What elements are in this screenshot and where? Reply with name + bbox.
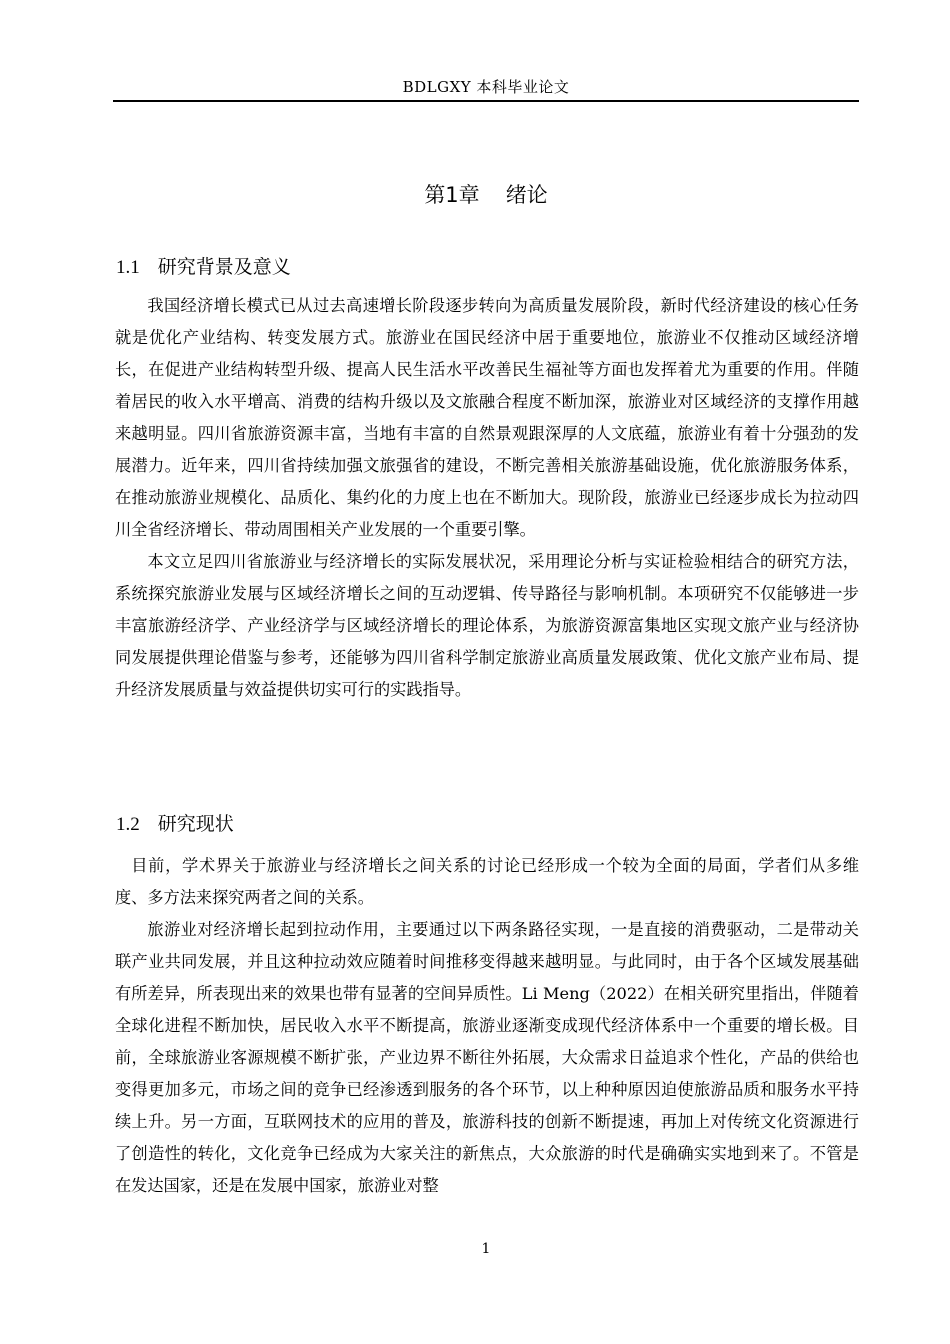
section-1-2-body bbox=[115, 850, 859, 1202]
header-rule bbox=[113, 100, 859, 102]
section-title: 研究背景及意义 bbox=[157, 256, 291, 278]
paragraph: 本文立足四川省旅游业与经济增长的实际发展状况，采用理论分析与实证检验相结合的研究方法，系统探究旅游业发展与区域经济增长之间的互动逻辑、传导路径与影响机制。本项研究不仅能够进一步丰富旅游经济学、产业经济学与区域经济增长的理论体系，为旅游资源富集地区实现文旅产业与经济协同发展提供理论借鉴与参考，还能够为四川省科学制定旅游业高质量发展政策、优化文旅产业布局、提升经济发展质量与效益提供切实可行的实践指导。 bbox=[115, 552, 859, 699]
chapter-name: 绪论 bbox=[505, 183, 548, 207]
section-heading-1-2 bbox=[116, 810, 234, 839]
chapter-number: 第1章 bbox=[424, 183, 480, 207]
paragraph: 我国经济增长模式已从过去高速增长阶段逐步转向为高质量发展阶段，新时代经济建设的核心任务就是优化产业结构、转变发展方式。旅游业在国民经济中居于重要地位，旅游业不仅推动区域经济增长，在促进产业结构转型升级、提高人民生活水平改善民生福祉等方面也发挥着尤为重要的作用。伴随着居民的收入水平增高、消费的结构升级以及文旅融合程度不断加深，旅游业对区域经济的支撑作用越来越明显。四川省旅游资源丰富，当地有丰富的自然景观跟深厚的人文底蕴，旅游业有着十分强劲的发展潜力。近年来，四川省持续加强文旅强省的建设，不断完善相关旅游基础设施，优化旅游服务体系，在推动旅游业规模化、品质化、集约化的力度上也在不断加大。现阶段，旅游业已经逐步成长为拉动四川全省经济增长、带动周围相关产业发展的一个重要引擎。 bbox=[115, 296, 859, 539]
running-header: BDLGXY 本科毕业论文 bbox=[402, 78, 570, 96]
section-number: 1.1 bbox=[116, 257, 140, 278]
page-number: 1 bbox=[481, 1241, 491, 1257]
section-heading-1-1 bbox=[116, 253, 291, 282]
section-number: 1.2 bbox=[116, 814, 140, 835]
paragraph: 旅游业对经济增长起到拉动作用，主要通过以下两条路径实现，一是直接的消费驱动，二是带动关联产业共同发展，并且这种拉动效应随着时间推移变得越来越明显。与此同时，由于各个区域发展基础有所差异，所表现出来的效果也带有显著的空间异质性。Li Meng（2022）在相关研究里指出，伴随着全球化进程不断加快，居民收入水平不断提高，旅游业逐渐变成现代经济体系中一个重要的增长极。目前，全球旅游业客源规模不断扩张，产业边界不断往外拓展，大众需求日益追求个性化，产品的供给也变得更加多元，市场之间的竞争已经渗透到服务的各个环节，以上种种原因迫使旅游品质和服务水平持续上升。另一方面，互联网技术的应用的普及，旅游科技的创新不断提速，再加上对传统文化资源进行了创造性的转化，文化竞争已经成为大家关注的新焦点，大众旅游的时代是确确实实地到来了。不管是在发达国家，还是在发展中国家，旅游业对整 bbox=[115, 920, 859, 1195]
section-title: 研究现状 bbox=[157, 813, 234, 835]
chapter-title bbox=[113, 180, 859, 210]
section-1-1-body bbox=[115, 290, 859, 706]
paragraph: 目前，学术界关于旅游业与经济增长之间关系的讨论已经形成一个较为全面的局面，学者们从多维度、多方法来探究两者之间的关系。 bbox=[115, 856, 859, 907]
